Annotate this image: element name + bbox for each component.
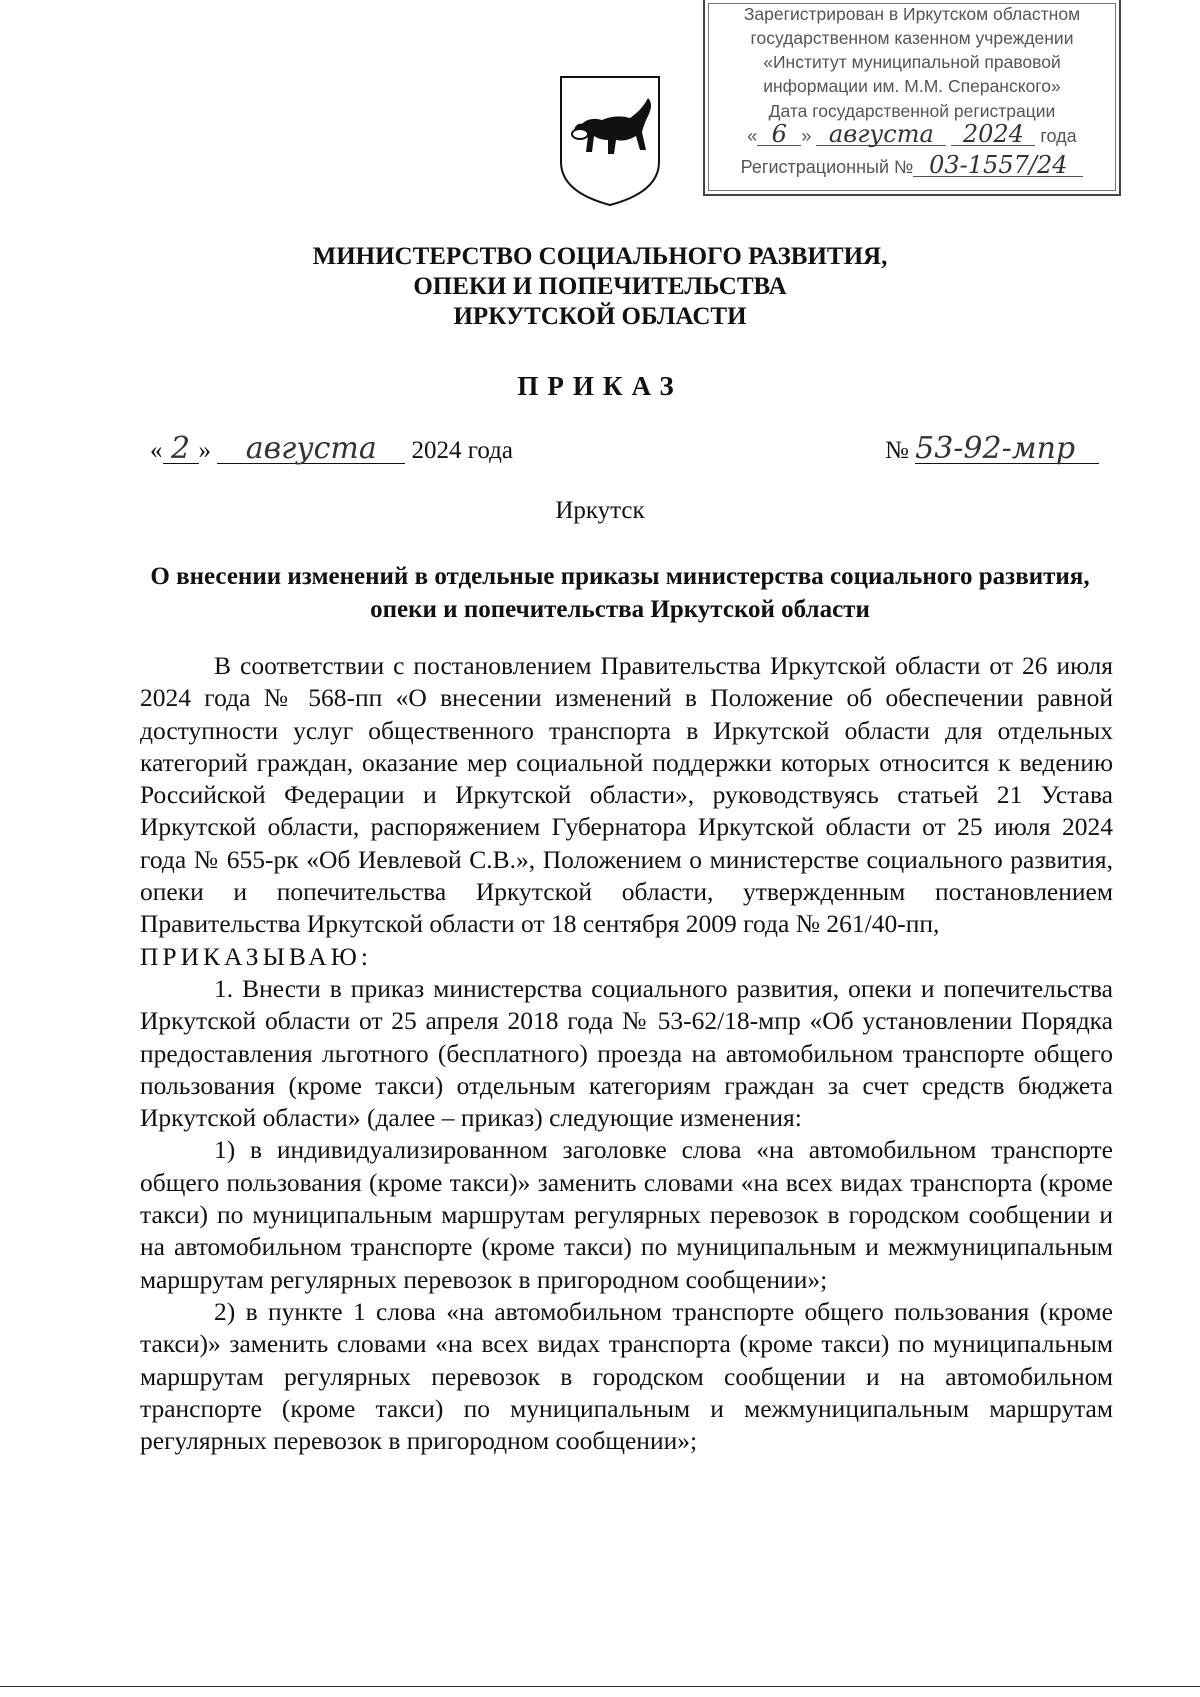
order-month: августа (217, 435, 405, 464)
body-paragraph: 1) в индивидуализированном заголовке слова «на автомобильном транспорте общего пользования (кроме такси)» заменить словами «на всех видах транспорта (кроме такси) по муниципальным маршрутам регулярных перевозок в городском сообщении и на автомобильном транспорте (кроме такси) по муниципальным и межмуниципальным маршрутам регулярных перевозок в пригородном сообщении»; (140, 1135, 1113, 1294)
date-close-quote: » (198, 437, 211, 464)
stamp-year: 2024 (951, 123, 1035, 146)
stamp-reg-row (705, 151, 1119, 182)
body-paragraph: В соответствии с постановлением Правительства Иркутской области от 26 июля 2024 года № 568-пп «О внесении изменений в Положение об обеспечении равной доступности услуг общественного транспорта в Иркутской области для отдельных категорий граждан, оказание мер социальной поддержки которых относится к ведению Российской Федерации и Иркутской области», руководствуясь статьей 21 Устава Иркутской области, распоряжением Губернатора Иркутской области от 25 июля 2024 года № 655-рк «Об Иевлевой С.В.», Положением о министерстве социального развития, опеки и попечительства Иркутской области, утвержденным постановлением Правительства Иркутской области от 18 сентября 2009 года № 261/40-пп, (140, 651, 1113, 939)
stamp-line: информации им. М.М. Сперанского» (763, 76, 1061, 96)
order-number-label: № (885, 437, 909, 464)
ministry-line: ОПЕКИ И ПОПЕЧИТЕЛЬСТВА (413, 273, 787, 300)
coat-of-arms-emblem (558, 74, 662, 208)
order-number-value: 53-92-мпр (915, 435, 1099, 464)
stamp-year-word: года (1040, 126, 1077, 146)
order-date (150, 431, 513, 466)
stamp-line: государственном казенном учреждении (750, 28, 1074, 48)
date-open-quote: « (150, 437, 163, 464)
stamp-close-quote: » (801, 126, 812, 146)
registration-stamp (703, 0, 1121, 196)
stamp-reg-number: 03-1557/24 (913, 154, 1083, 177)
stamp-date-label: Дата государственной регистрации (768, 101, 1056, 121)
order-year: 2024 года (411, 437, 513, 464)
order-subject: О внесении изменений в отдельные приказы министерства социального развития, опеки и попечительства Иркутской области (150, 563, 1090, 623)
stamp-reg-label: Регистрационный № (740, 157, 914, 177)
document-type: ПРИКАЗ (517, 371, 683, 401)
stamp-open-quote: « (747, 126, 758, 146)
ministry-title (0, 242, 1200, 332)
body-paragraph: 2) в пункте 1 слова «на автомобильном транспорте общего пользования (кроме такси)» заменить словами «на всех видах транспорта (кроме такси) по муниципальным маршрутам регулярных перевозок в городском сообщении и на автомобильном транспорте (кроме такси) по муниципальным и межмуниципальным маршрутам регулярных перевозок в пригородном сообщении»; (140, 1296, 1113, 1456)
ministry-line: МИНИСТЕРСТВО СОЦИАЛЬНОГО РАЗВИТИЯ, (312, 243, 888, 270)
order-body (140, 650, 1113, 1457)
ministry-line: ИРКУТСКОЙ ОБЛАСТИ (453, 303, 747, 330)
stamp-month: августа (816, 123, 946, 146)
city: Иркутск (555, 497, 645, 524)
page-bottom-rule (0, 1686, 1200, 1687)
body-paragraph: 1. Внести в приказ министерства социального развития, опеки и попечительства Иркутской области от 25 апреля 2018 года № 53-62/18-мпр «Об установлении Порядка предоставления льготного (бесплатного) проезда на автомобильном транспорте общего пользования (кроме такси) отдельным категориям граждан за счет средств бюджета Иркутской области» (далее – приказ) следующие изменения: (140, 973, 1113, 1133)
stamp-line: Зарегистрирован в Иркутском областном (743, 4, 1081, 24)
order-number (885, 431, 1099, 466)
stamp-line: «Институт муниципальной правовой (763, 52, 1061, 72)
order-directive: ПРИКАЗЫВАЮ: (140, 941, 372, 971)
stamp-date-row (705, 120, 1119, 151)
order-day: 2 (163, 435, 199, 464)
stamp-day: 6 (757, 123, 801, 146)
